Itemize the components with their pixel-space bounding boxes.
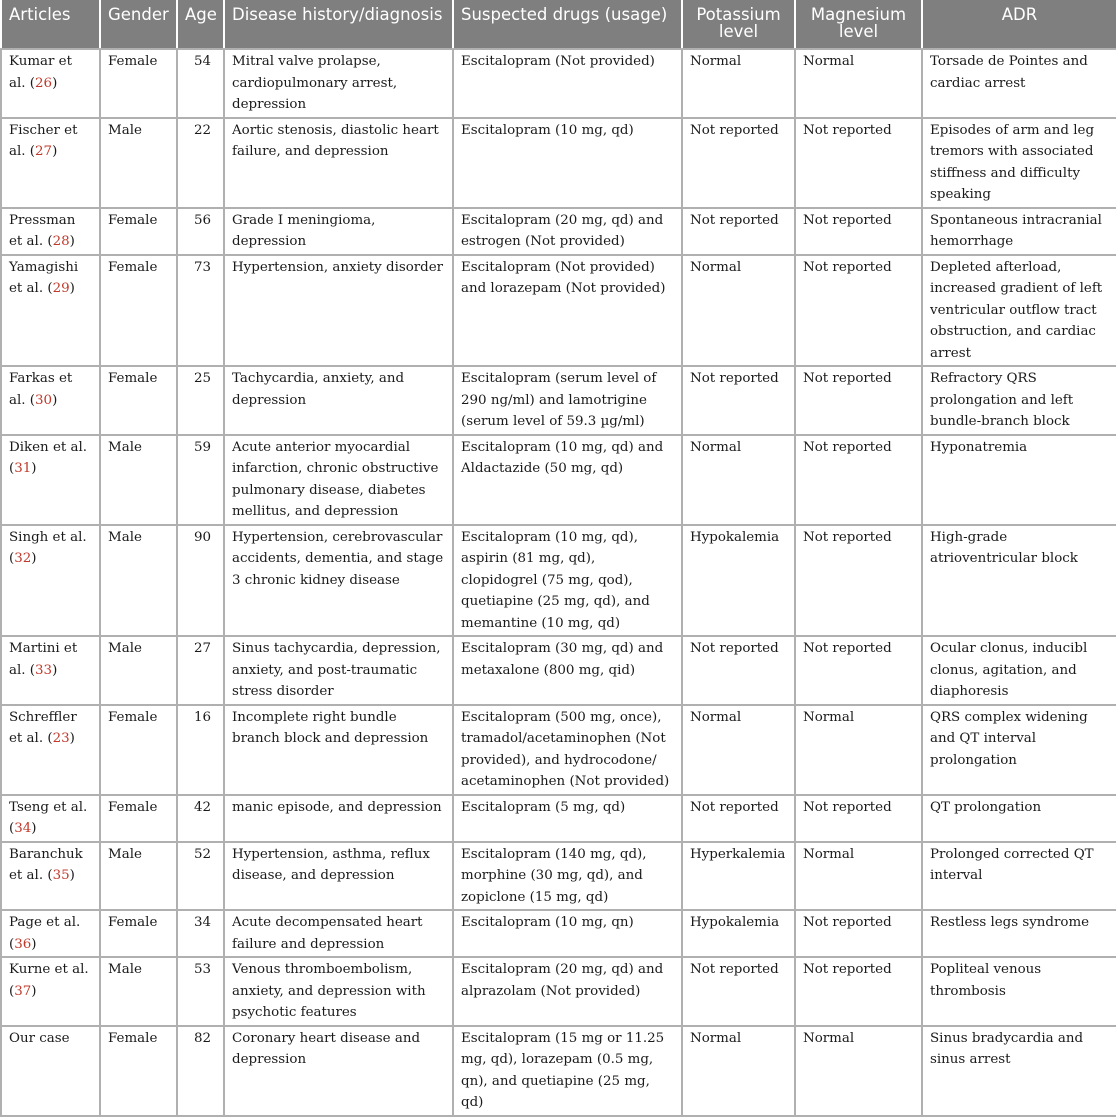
cell-disease: Mitral valve prolapse, cardiopulmonary arrest, depression [224,49,453,118]
article-name: Tseng et al. [9,799,88,815]
cell-potassium: Not reported [682,795,795,842]
cell-adr: Episodes of arm and leg tremors with associated stiffness and difficulty speaking [922,118,1116,208]
cell-magnesium: Not reported [795,910,922,957]
reference-link[interactable]: 36 [14,936,32,952]
cell-adr: QRS complex widening and QT interval prolongation [922,705,1116,795]
cell-gender: Male [100,118,177,208]
cell-article [1,1026,100,1116]
cell-adr: Torsade de Pointes and cardiac arrest [922,49,1116,118]
cell-magnesium: Not reported [795,795,922,842]
cell-potassium: Normal [682,255,795,367]
cell-gender: Female [100,208,177,255]
cell-disease: Acute anterior myocardial infarction, chronic obstructive pulmonary disease, diabetes mellitus, and depression [224,435,453,525]
cell-disease: Hypertension, asthma, reflux disease, and depression [224,842,453,911]
cell-disease: Venous thromboembolism, anxiety, and depression with psychotic features [224,957,453,1026]
cell-age: 25 [177,366,224,435]
cell-adr: Hyponatremia [922,435,1116,525]
cell-disease: Hypertension, anxiety disorder [224,255,453,367]
cell-disease: Acute decompensated heart failure and depression [224,910,453,957]
article-name: Yamagishi et al. [9,259,79,296]
cell-magnesium: Not reported [795,366,922,435]
cell-magnesium: Not reported [795,525,922,637]
cell-drugs: Escitalopram (10 mg, qd), aspirin (81 mg, qd), clopidogrel (75 mg, qod), quetiapine (25 mg, qd), and memantine (10 mg, qd) [453,525,682,637]
cell-magnesium: Not reported [795,255,922,367]
cell-adr: QT prolongation [922,795,1116,842]
cell-gender: Male [100,957,177,1026]
article-name: Kurne et al. [9,962,89,977]
cell-potassium: Hyperkalemia [682,842,795,911]
cell-adr: Ocular clonus, inducibl clonus, agitation, and diaphoresis [922,636,1116,705]
cell-magnesium: Not reported [795,435,922,525]
table-row [1,49,1116,118]
table-row [1,1026,1116,1116]
cell-article: Page et al. (36) [1,910,100,957]
cell-magnesium: Normal [795,1026,922,1116]
cell-potassium: Not reported [682,208,795,255]
reference-link[interactable]: 37 [14,983,32,999]
article-name: Fischer et al. [9,122,78,159]
article-name: Schreffler et al. [9,709,77,746]
reference-link[interactable]: 31 [14,461,32,476]
article-name: Our case [9,1030,70,1046]
cell-age: 90 [177,525,224,637]
cell-age: 59 [177,435,224,525]
header-gender: Gender [100,0,177,49]
cell-magnesium: Not reported [795,118,922,208]
cell-disease: Aortic stenosis, diastolic heart failure, and depression [224,118,453,208]
header-age: Age [177,0,224,49]
cell-potassium: Not reported [682,118,795,208]
cell-drugs: Escitalopram (140 mg, qd), morphine (30 mg, qd), and zopiclone (15 mg, qd) [453,842,682,911]
reference-link[interactable]: 35 [52,868,70,883]
header-potassium: Potassium level [682,0,795,49]
article-name: Singh et al. [9,529,87,545]
cell-article: Kumar et al. (26) [1,49,100,118]
table-row [1,957,1116,1026]
header-adr: ADR [922,0,1116,49]
cell-magnesium: Normal [795,705,922,795]
cell-disease: Hypertension, cerebrovascular accidents, dementia, and stage 3 chronic kidney disease [224,525,453,637]
cell-adr: Popliteal venous thrombosis [922,957,1116,1026]
cell-drugs: Escitalopram (15 mg or 11.25 mg, qd), lorazepam (0.5 mg, qn), and quetiapine (25 mg, qd) [453,1026,682,1116]
cell-age: 53 [177,957,224,1026]
cell-potassium: Not reported [682,957,795,1026]
table-row [1,636,1116,705]
reference-link[interactable]: 29 [52,281,70,296]
article-name: Baranchuk et al. [9,846,83,883]
cell-age: 54 [177,49,224,118]
cell-age: 52 [177,842,224,911]
cell-article: Kurne et al. (37) [1,957,100,1026]
article-name: Diken et al. [9,439,88,455]
table-row [1,366,1116,435]
cell-adr: Restless legs syndrome [922,910,1116,957]
header-magnesium: Magnesium level [795,0,922,49]
reference-link[interactable]: 26 [35,75,53,91]
cell-drugs: Escitalopram (Not provided) [453,49,682,118]
cell-drugs: Escitalopram (10 mg, qd) and Aldactazide (50 mg, qd) [453,435,682,525]
cell-disease: Tachycardia, anxiety, and depression [224,366,453,435]
cell-article: Tseng et al. (34) [1,795,100,842]
reference-link[interactable]: 33 [35,662,53,678]
cell-article: Singh et al. (32) [1,525,100,637]
cell-drugs: Escitalopram (5 mg, qd) [453,795,682,842]
reference-link[interactable]: 27 [35,144,53,159]
cell-magnesium: Not reported [795,208,922,255]
article-name: Kumar et al. [9,54,72,91]
cell-age: 16 [177,705,224,795]
cell-potassium: Hypokalemia [682,910,795,957]
cell-potassium: Normal [682,1026,795,1116]
cell-age: 27 [177,636,224,705]
cell-article: Schreffler et al. (23) [1,705,100,795]
cell-gender: Female [100,795,177,842]
cell-article: Fischer et al. (27) [1,118,100,208]
cell-gender: Male [100,636,177,705]
reference-link[interactable]: 23 [52,731,70,746]
table-body [1,49,1116,1116]
table-row [1,705,1116,795]
reference-link[interactable]: 30 [35,392,53,408]
cell-gender: Male [100,842,177,911]
cell-potassium: Not reported [682,366,795,435]
header-articles: Articles [1,0,100,49]
article-name: Pressman et al. [9,212,76,249]
cell-age: 34 [177,910,224,957]
cell-drugs: Escitalopram (500 mg, once), tramadol/acetaminophen (Not provided), and hydrocodone/ acetaminophen (Not provided) [453,705,682,795]
cell-gender: Female [100,910,177,957]
cell-adr: High-grade atrioventricular block [922,525,1116,637]
cell-drugs: Escitalopram (30 mg, qd) and metaxalone (800 mg, qid) [453,636,682,705]
cell-potassium: Normal [682,49,795,118]
cell-gender: Female [100,366,177,435]
article-name: Farkas et al. [9,371,73,408]
cell-article: Farkas et al. (30) [1,366,100,435]
cell-adr: Sinus bradycardia and sinus arrest [922,1026,1116,1116]
header-drugs: Suspected drugs (usage) [453,0,682,49]
cell-drugs: Escitalopram (serum level of 290 ng/ml) and lamotrigine (serum level of 59.3 µg/ml) [453,366,682,435]
cell-article: Martini et al. (33) [1,636,100,705]
header-disease: Disease history/diagnosis [224,0,453,49]
cell-disease: Grade I meningioma, depression [224,208,453,255]
cell-gender: Female [100,255,177,367]
cell-age: 42 [177,795,224,842]
cell-article: Baranchuk et al. (35) [1,842,100,911]
table-row [1,255,1116,367]
reference-link[interactable]: 32 [14,551,32,566]
cell-disease: Coronary heart disease and depression [224,1026,453,1116]
table-row [1,910,1116,957]
cell-magnesium: Normal [795,842,922,911]
cell-drugs: Escitalopram (20 mg, qd) and alprazolam (Not provided) [453,957,682,1026]
cell-disease: Incomplete right bundle branch block and depression [224,705,453,795]
cell-potassium: Hypokalemia [682,525,795,637]
cell-disease: Sinus tachycardia, depression, anxiety, and post-traumatic stress disorder [224,636,453,705]
cell-age: 22 [177,118,224,208]
cell-age: 56 [177,208,224,255]
cell-magnesium: Not reported [795,636,922,705]
cell-adr: Prolonged corrected QT interval [922,842,1116,911]
cell-drugs: Escitalopram (Not provided) and lorazepam (Not provided) [453,255,682,367]
cell-drugs: Escitalopram (20 mg, qd) and estrogen (Not provided) [453,208,682,255]
cell-potassium: Not reported [682,636,795,705]
article-name: Martini et al. [9,641,78,678]
cell-gender: Male [100,525,177,637]
cell-age: 73 [177,255,224,367]
cell-potassium: Normal [682,705,795,795]
reference-link[interactable]: 28 [52,234,70,249]
cell-gender: Female [100,705,177,795]
cell-adr: Depleted afterload, increased gradient of left ventricular outflow tract obstruction, and cardiac arrest [922,255,1116,367]
cell-magnesium: Not reported [795,957,922,1026]
reference-link[interactable]: 34 [14,821,32,836]
cell-gender: Male [100,435,177,525]
cell-article: Yamagishi et al. (29) [1,255,100,367]
table-row [1,435,1116,525]
header-row [1,0,1116,49]
cell-drugs: Escitalopram (10 mg, qn) [453,910,682,957]
cell-magnesium: Normal [795,49,922,118]
cell-gender: Female [100,1026,177,1116]
cell-drugs: Escitalopram (10 mg, qd) [453,118,682,208]
table-row [1,795,1116,842]
cell-article: Diken et al. (31) [1,435,100,525]
table-row [1,208,1116,255]
cell-adr: Refractory QRS prolongation and left bundle-branch block [922,366,1116,435]
cell-age: 82 [177,1026,224,1116]
cell-disease: manic episode, and depression [224,795,453,842]
cell-potassium: Normal [682,435,795,525]
table-row [1,118,1116,208]
article-name: Page et al. [9,915,81,930]
table-row [1,842,1116,911]
cell-adr: Spontaneous intracranial hemorrhage [922,208,1116,255]
cell-article: Pressman et al. (28) [1,208,100,255]
cell-gender: Female [100,49,177,118]
table-row [1,525,1116,637]
